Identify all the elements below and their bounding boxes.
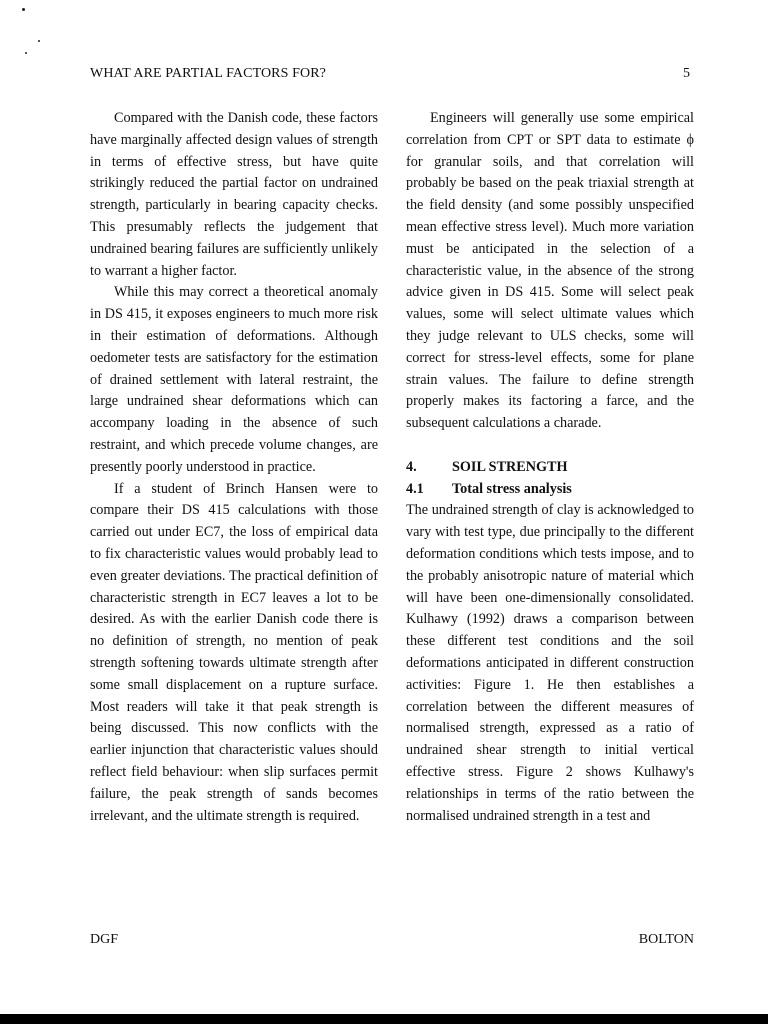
running-header [90, 66, 690, 84]
page-number: 5 [683, 66, 690, 81]
paragraph: The undrained strength of clay is acknowledged to vary with test type, due principally to the different deformation conditions which tests impose, and to the probably anisotropic nature of material which will have been one-dimensionally consolidated. Kulhawy (1992) draws a comparison between these different test conditions and the soil deformations anticipated in different construction activities: Figure 1. He then establishes a correlation between the different measures of normalised strength, expressed as a ratio of undrained shear strength to initial vertical effective stress. Figure 2 shows Kulhawy's relationships in terms of the ratio between the normalised undrained strength in a test and [406, 502, 694, 824]
section-number: 4. [406, 458, 417, 475]
scan-speck [25, 52, 27, 54]
scan-speck [38, 40, 40, 42]
paragraph: Compared with the Danish code, these factors have marginally affected design values of strength in terms of effective stress, but have quite strikingly reduced the partial factor on undrained strength, particularly in bearing capacity checks. This presumably reflects the judgement that undrained bearing failures are sufficiently unlikely to warrant a higher factor. [90, 110, 378, 279]
section-title: SOIL STRENGTH [452, 458, 568, 475]
left-column [90, 108, 378, 827]
footer-right: BOLTON [638, 932, 694, 947]
paragraph: Engineers will generally use some empirical correlation from CPT or SPT data to estimate ϕ for granular soils, and that correlation will probably be based on the peak triaxial strength at the field density (and some possibly unspecified mean effective stress level). Much more variation must be anticipated in the selection of a characteristic value, in the absence of the strong advice given in DS 415. Some will select peak values, some will select ultimate values which they judge relevant to ULS checks, some will correct for stress-level effects, some for plane strain values. The failure to define strength properly makes its factoring a farce, and the subsequent calculations a charade. [406, 110, 694, 432]
running-header-title: WHAT ARE PARTIAL FACTORS FOR? [90, 66, 326, 81]
paragraph: While this may correct a theoretical anomaly in DS 415, it exposes engineers to much more risk in their estimation of deformations. Although oedometer tests are satisfactory for the estimation of drained settlement with lateral restraint, the large undrained shear deformations which can accompany loading in the absence of such restraint, and which precede volume changes, are presently poorly understood in practice. [90, 284, 378, 475]
right-column [406, 108, 694, 827]
running-footer [90, 932, 694, 950]
subsection-title: Total stress analysis [452, 480, 572, 497]
paragraph: If a student of Brinch Hansen were to compare their DS 415 calculations with those carried out under EC7, the loss of empirical data to fix characteristic values would probably lead to even greater deviations. The practical definition of characteristic strength in EC7 leaves a lot to be desired. As with the earlier Danish code there is no definition of strength, no mention of peak strength softening towards ultimate strength after some small displacement on a rupture surface. Most readers will take it that peak strength is being discussed. This now conflicts with the earlier injunction that characteristic values should reflect field behaviour: when slip surfaces permit failure, the peak strength of sands becomes irrelevant, and the ultimate strength is required. [90, 480, 378, 824]
subsection-heading [406, 479, 694, 501]
footer-left: DGF [90, 932, 119, 947]
scan-speck [22, 8, 25, 11]
scan-edge-bar [0, 1014, 768, 1024]
section-heading [406, 457, 694, 479]
subsection-number: 4.1 [406, 480, 424, 497]
